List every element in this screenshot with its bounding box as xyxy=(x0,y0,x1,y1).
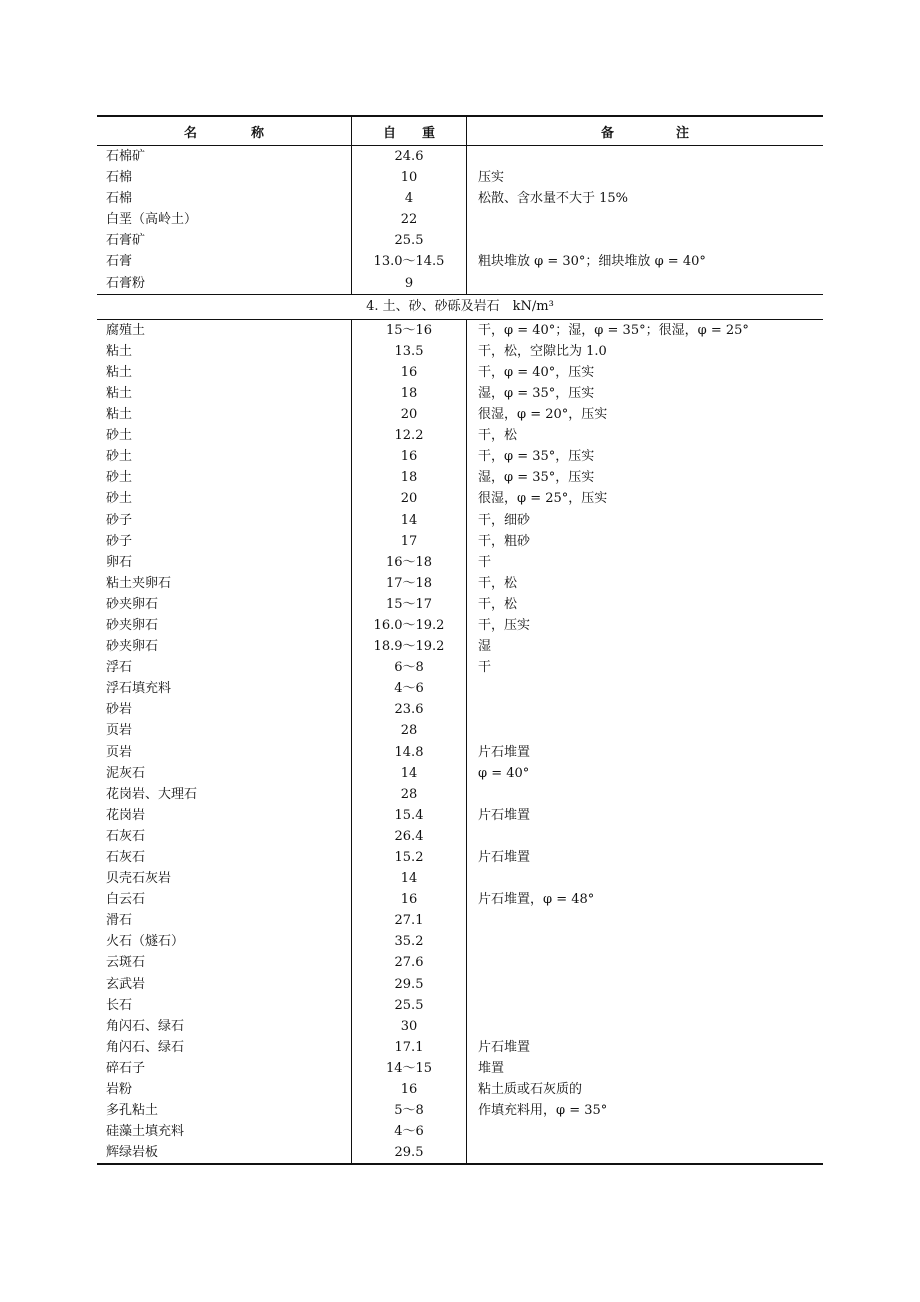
table-row xyxy=(97,1016,823,1037)
remark-cell: 粗块堆放 φ = 30°；细块堆放 φ = 40° xyxy=(466,251,823,272)
self-weight-cell: 14 xyxy=(351,510,466,531)
table-row xyxy=(97,931,823,952)
table-row xyxy=(97,1142,823,1163)
remark-cell xyxy=(466,910,823,931)
remark-cell: 干，松 xyxy=(466,594,823,615)
material-name-cell: 石灰石 xyxy=(106,828,146,844)
table-row xyxy=(97,763,823,784)
table-row xyxy=(97,868,823,889)
self-weight-cell: 29.5 xyxy=(351,974,466,995)
table-row xyxy=(97,657,823,678)
material-name-cell: 硅藻土填充料 xyxy=(106,1124,185,1140)
remark-cell xyxy=(466,1121,823,1142)
table-row xyxy=(97,1100,823,1121)
material-name-cell: 砂夹卵石 xyxy=(106,639,159,655)
self-weight-cell: 35.2 xyxy=(351,931,466,952)
table-row xyxy=(97,425,823,446)
table-row xyxy=(97,446,823,467)
remark-cell: 干，粗砂 xyxy=(466,531,823,552)
remark-cell xyxy=(466,209,823,230)
self-weight-cell: 15～16 xyxy=(351,320,466,341)
remark-cell xyxy=(466,720,823,741)
material-name-cell: 石棉 xyxy=(106,191,133,207)
material-name-cell: 砂子 xyxy=(106,512,133,528)
remark-cell xyxy=(466,826,823,847)
material-name-cell: 砂子 xyxy=(106,533,133,549)
material-name-cell: 石棉矿 xyxy=(106,149,146,164)
self-weight-cell: 17～18 xyxy=(351,573,466,594)
remark-cell xyxy=(466,699,823,720)
remark-cell xyxy=(466,273,823,294)
remark-cell: 干，φ = 35°，压实 xyxy=(466,446,823,467)
header-weight-char-2: 重 xyxy=(422,125,436,141)
header-note-char-1: 备 xyxy=(600,125,614,141)
material-name-cell: 卵石 xyxy=(106,554,133,570)
material-name-cell: 砂岩 xyxy=(106,702,133,718)
self-weight-cell: 16 xyxy=(351,362,466,383)
rows-group-a xyxy=(97,146,823,294)
remark-cell xyxy=(466,974,823,995)
remark-cell: 松散、含水量不大于 15% xyxy=(466,188,823,209)
material-name-cell: 页岩 xyxy=(106,744,133,760)
self-weight-cell: 15.2 xyxy=(351,847,466,868)
remark-cell: 干，松 xyxy=(466,573,823,594)
table-row xyxy=(97,952,823,973)
table-row xyxy=(97,995,823,1016)
remark-cell: φ = 40° xyxy=(466,763,823,784)
table-header xyxy=(97,117,823,146)
remark-cell xyxy=(466,931,823,952)
remark-cell: 作填充料用，φ = 35° xyxy=(466,1100,823,1121)
material-name-cell: 腐殖土 xyxy=(106,322,146,338)
table-row xyxy=(97,805,823,826)
material-name-cell: 砂夹卵石 xyxy=(106,596,159,612)
self-weight-cell: 15～17 xyxy=(351,594,466,615)
table-row xyxy=(97,362,823,383)
self-weight-cell: 25.5 xyxy=(351,995,466,1016)
self-weight-cell: 15.4 xyxy=(351,805,466,826)
self-weight-cell: 29.5 xyxy=(351,1142,466,1163)
self-weight-cell: 14.8 xyxy=(351,742,466,763)
remark-cell xyxy=(466,1016,823,1037)
self-weight-cell: 14 xyxy=(351,868,466,889)
table-row xyxy=(97,209,823,230)
rows-group-b xyxy=(97,320,823,1164)
remark-cell: 压实 xyxy=(466,167,823,188)
header-note xyxy=(466,117,823,145)
self-weight-cell: 9 xyxy=(351,273,466,294)
material-name-cell: 石灰石 xyxy=(106,850,146,865)
material-name-cell: 长石 xyxy=(106,997,133,1013)
remark-cell: 干 xyxy=(466,552,823,573)
header-weight-char-1: 自 xyxy=(382,125,396,141)
material-name-cell: 粘土 xyxy=(106,385,133,401)
self-weight-cell: 14～15 xyxy=(351,1058,466,1079)
remark-cell: 干，φ = 40°；湿，φ = 35°；很湿，φ = 25° xyxy=(466,320,823,341)
remark-cell xyxy=(466,146,823,167)
self-weight-cell: 16 xyxy=(351,889,466,910)
table-row xyxy=(97,383,823,404)
material-name-cell: 石膏矿 xyxy=(106,233,146,249)
table-row xyxy=(97,488,823,509)
self-weight-cell: 17 xyxy=(351,531,466,552)
material-name-cell: 白云石 xyxy=(106,892,146,908)
material-name-cell: 粘土夹卵石 xyxy=(106,575,172,591)
self-weight-cell: 30 xyxy=(351,1016,466,1037)
remark-cell: 干，φ = 40°，压实 xyxy=(466,362,823,383)
table-row xyxy=(97,974,823,995)
table-row xyxy=(97,531,823,552)
self-weight-cell: 20 xyxy=(351,488,466,509)
remark-cell xyxy=(466,952,823,973)
material-name-cell: 浮石 xyxy=(106,660,133,676)
table-row xyxy=(97,594,823,615)
table-row xyxy=(97,273,823,294)
self-weight-cell: 22 xyxy=(351,209,466,230)
table-row xyxy=(97,699,823,720)
table-row xyxy=(97,1079,823,1100)
self-weight-cell: 16 xyxy=(351,1079,466,1100)
table-row xyxy=(97,467,823,488)
material-name-cell: 辉绿岩板 xyxy=(106,1145,159,1161)
header-weight xyxy=(351,117,466,145)
table-row xyxy=(97,573,823,594)
remark-cell xyxy=(466,995,823,1016)
material-name-cell: 云斑石 xyxy=(106,955,146,971)
material-name-cell: 白垩（高岭土） xyxy=(106,212,198,228)
material-name-cell: 贝壳石灰岩 xyxy=(106,871,172,887)
self-weight-cell: 13.5 xyxy=(351,341,466,362)
table-row xyxy=(97,742,823,763)
material-name-cell: 砂土 xyxy=(106,428,133,444)
self-weight-cell: 10 xyxy=(351,167,466,188)
table-row xyxy=(97,889,823,910)
table-row xyxy=(97,404,823,425)
self-weight-cell: 28 xyxy=(351,720,466,741)
table-row xyxy=(97,510,823,531)
self-weight-cell: 16～18 xyxy=(351,552,466,573)
material-name-cell: 砂土 xyxy=(106,470,133,486)
remark-cell: 片石堆置，φ = 48° xyxy=(466,889,823,910)
remark-cell: 片石堆置 xyxy=(466,805,823,826)
material-name-cell: 岩粉 xyxy=(106,1082,133,1098)
self-weight-cell: 17.1 xyxy=(351,1037,466,1058)
material-name-cell: 滑石 xyxy=(106,913,133,929)
header-name xyxy=(97,117,351,145)
remark-cell: 片石堆置 xyxy=(466,1037,823,1058)
remark-cell: 片石堆置 xyxy=(466,742,823,763)
remark-cell: 粘土质或石灰质的 xyxy=(466,1079,823,1100)
self-weight-cell: 14 xyxy=(351,763,466,784)
remark-cell: 堆置 xyxy=(466,1058,823,1079)
material-name-cell: 玄武岩 xyxy=(106,976,146,992)
material-name-cell: 火石（燧石） xyxy=(106,934,185,950)
remark-cell xyxy=(466,868,823,889)
self-weight-cell: 18.9～19.2 xyxy=(351,636,466,657)
remark-cell: 湿 xyxy=(466,636,823,657)
table-row xyxy=(97,1058,823,1079)
material-name-cell: 砂土 xyxy=(106,491,133,507)
material-name-cell: 碎石子 xyxy=(106,1060,146,1076)
table-bottom-rule xyxy=(97,1163,823,1165)
material-name-cell: 页岩 xyxy=(106,723,133,739)
remark-cell: 干 xyxy=(466,657,823,678)
self-weight-cell: 24.6 xyxy=(351,146,466,167)
table-row xyxy=(97,826,823,847)
self-weight-cell: 18 xyxy=(351,467,466,488)
self-weight-cell: 4 xyxy=(351,188,466,209)
remark-cell: 很湿，φ = 20°，压实 xyxy=(466,404,823,425)
self-weight-cell: 27.6 xyxy=(351,952,466,973)
self-weight-cell: 25.5 xyxy=(351,230,466,251)
remark-cell xyxy=(466,678,823,699)
material-name-cell: 石棉 xyxy=(106,170,133,186)
table-row xyxy=(97,320,823,341)
remark-cell xyxy=(466,230,823,251)
self-weight-cell: 5～8 xyxy=(351,1100,466,1121)
material-name-cell: 砂夹卵石 xyxy=(106,617,159,633)
table-row xyxy=(97,847,823,868)
self-weight-cell: 4～6 xyxy=(351,1121,466,1142)
remark-cell xyxy=(466,784,823,805)
table-row xyxy=(97,167,823,188)
table-row xyxy=(97,251,823,272)
material-name-cell: 石膏粉 xyxy=(106,275,146,291)
table-row xyxy=(97,146,823,167)
material-name-cell: 花岗岩、大理石 xyxy=(106,786,198,802)
self-weight-cell: 16 xyxy=(351,446,466,467)
material-name-cell: 粘土 xyxy=(106,364,133,380)
self-weight-cell: 6～8 xyxy=(351,657,466,678)
table-row xyxy=(97,678,823,699)
material-name-cell: 角闪石、绿石 xyxy=(106,1018,185,1034)
material-name-cell: 粘土 xyxy=(106,343,133,359)
self-weight-cell: 13.0～14.5 xyxy=(351,251,466,272)
table-row xyxy=(97,1121,823,1142)
table-row xyxy=(97,188,823,209)
table-row xyxy=(97,552,823,573)
remark-cell: 很湿，φ = 25°，压实 xyxy=(466,488,823,509)
material-name-cell: 泥灰石 xyxy=(106,765,146,781)
weight-table xyxy=(97,115,823,1165)
self-weight-cell: 28 xyxy=(351,784,466,805)
material-name-cell: 粘土 xyxy=(106,407,133,423)
self-weight-cell: 4～6 xyxy=(351,678,466,699)
self-weight-cell: 20 xyxy=(351,404,466,425)
header-note-char-2: 注 xyxy=(676,125,690,141)
table-row xyxy=(97,910,823,931)
header-name-char-2: 称 xyxy=(251,125,265,141)
remark-cell: 干，压实 xyxy=(466,615,823,636)
header-name-char-1: 名 xyxy=(183,125,197,141)
self-weight-cell: 12.2 xyxy=(351,425,466,446)
remark-cell: 干，松，空隙比为 1.0 xyxy=(466,341,823,362)
table-row xyxy=(97,1037,823,1058)
table-row xyxy=(97,720,823,741)
remark-cell: 片石堆置 xyxy=(466,847,823,868)
self-weight-cell: 27.1 xyxy=(351,910,466,931)
self-weight-cell: 16.0～19.2 xyxy=(351,615,466,636)
remark-cell: 湿，φ = 35°，压实 xyxy=(466,467,823,488)
material-name-cell: 石膏 xyxy=(106,254,133,270)
material-name-cell: 浮石填充料 xyxy=(106,681,172,697)
section-title: 4. 土、砂、砂砾及岩石 kN/m³ xyxy=(97,294,823,320)
material-name-cell: 砂土 xyxy=(106,449,133,465)
remark-cell: 湿，φ = 35°，压实 xyxy=(466,383,823,404)
table-row xyxy=(97,615,823,636)
remark-cell: 干，松 xyxy=(466,425,823,446)
material-name-cell: 角闪石、绿石 xyxy=(106,1039,185,1055)
table-row xyxy=(97,230,823,251)
self-weight-cell: 23.6 xyxy=(351,699,466,720)
self-weight-cell: 26.4 xyxy=(351,826,466,847)
self-weight-cell: 18 xyxy=(351,383,466,404)
table-row xyxy=(97,636,823,657)
table-row xyxy=(97,341,823,362)
material-name-cell: 花岗岩 xyxy=(106,807,146,823)
material-name-cell: 多孔粘土 xyxy=(106,1103,159,1119)
remark-cell: 干，细砂 xyxy=(466,510,823,531)
remark-cell xyxy=(466,1142,823,1163)
table-row xyxy=(97,784,823,805)
